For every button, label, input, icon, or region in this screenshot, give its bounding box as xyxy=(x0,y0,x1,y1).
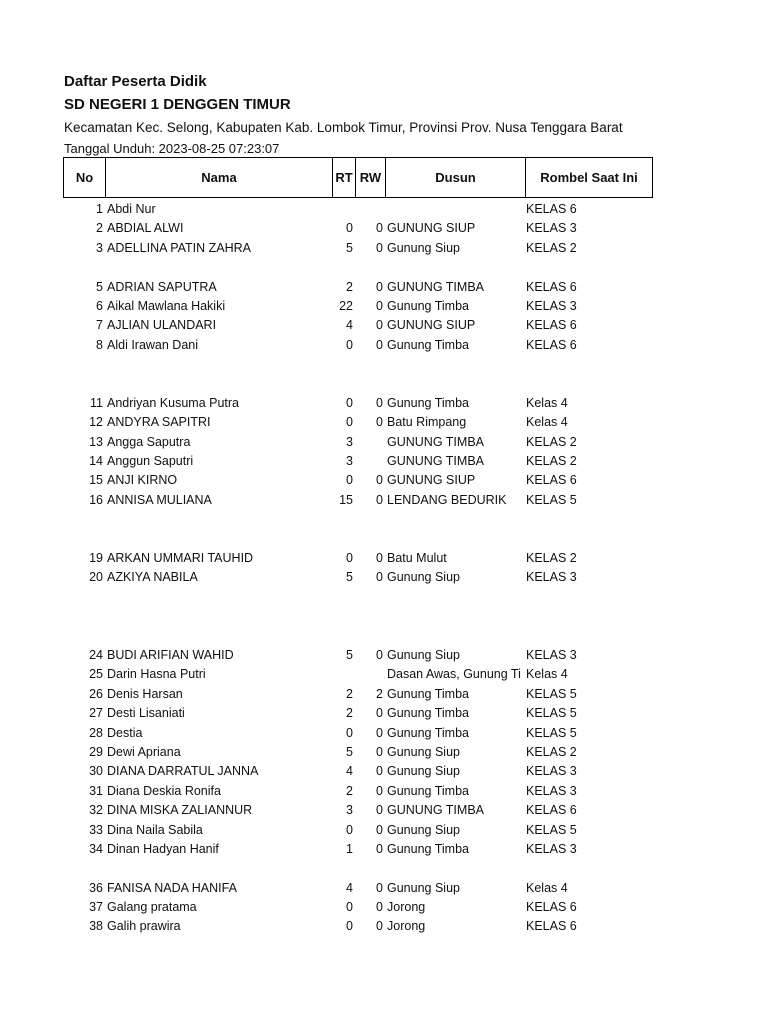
cell-rombel: KELAS 6 xyxy=(526,318,577,333)
col-header-rt: RT xyxy=(335,170,353,185)
cell-nama: Desti Lisaniati xyxy=(107,706,185,721)
cell-dusun: LENDANG BEDURIK xyxy=(387,492,507,507)
table-row xyxy=(0,879,768,898)
cell-dusun: Gunung Siup xyxy=(387,240,460,255)
cell-rombel: KELAS 6 xyxy=(526,473,577,488)
cell-nama: Darin Hasna Putri xyxy=(107,667,206,682)
table-row xyxy=(0,821,768,840)
cell-dusun: Gunung Timba xyxy=(387,725,469,740)
table-row xyxy=(0,394,768,413)
cell-nama: ABDIAL ALWI xyxy=(107,221,184,236)
cell-dusun: Batu Mulut xyxy=(387,551,447,566)
table-row xyxy=(0,762,768,781)
cell-nama: Galang pratama xyxy=(107,900,197,915)
cell-rw: 0 xyxy=(376,551,383,566)
cell-no: 29 xyxy=(89,744,103,759)
cell-dusun: GUNUNG TIMBA xyxy=(387,454,484,469)
cell-nama: Galih prawira xyxy=(107,919,181,934)
cell-dusun: Jorong xyxy=(387,900,426,915)
table-row xyxy=(0,782,768,801)
cell-rw: 0 xyxy=(376,473,383,488)
cell-no: 2 xyxy=(96,221,103,236)
table-row xyxy=(0,491,768,510)
table-row xyxy=(0,413,768,432)
cell-dusun: GUNUNG SIUP xyxy=(387,221,476,236)
cell-no: 6 xyxy=(96,298,103,313)
cell-dusun: Gunung Siup xyxy=(387,822,460,837)
cell-nama: DINA MISKA ZALIANNUR xyxy=(107,803,253,818)
cell-rw: 0 xyxy=(376,318,383,333)
cell-rt: 4 xyxy=(346,318,353,333)
cell-rombel: Kelas 4 xyxy=(526,667,568,682)
cell-rombel: KELAS 2 xyxy=(526,744,577,759)
cell-rt: 1 xyxy=(346,841,353,856)
cell-no: 8 xyxy=(96,337,103,352)
cell-nama: FANISA NADA HANIFA xyxy=(107,880,237,895)
cell-no: 37 xyxy=(89,900,103,915)
cell-rombel: KELAS 6 xyxy=(526,900,577,915)
table-header xyxy=(63,157,653,198)
cell-rt: 4 xyxy=(346,764,353,779)
table-row xyxy=(0,724,768,743)
cell-rw: 0 xyxy=(376,415,383,430)
cell-no: 1 xyxy=(96,202,103,216)
cell-dusun: Gunung Siup xyxy=(387,647,460,662)
cell-rt: 5 xyxy=(346,240,353,255)
table-row xyxy=(0,200,768,219)
cell-dusun: Batu Rimpang xyxy=(387,415,467,430)
cell-rt: 2 xyxy=(346,686,353,701)
cell-rt: 5 xyxy=(346,744,353,759)
cell-rw: 0 xyxy=(376,298,383,313)
cell-rombel: KELAS 5 xyxy=(526,822,577,837)
cell-rombel: KELAS 2 xyxy=(526,240,577,255)
cell-rw: 0 xyxy=(376,240,383,255)
cell-dusun: Gunung Siup xyxy=(387,764,460,779)
cell-nama: Anggun Saputri xyxy=(107,454,194,469)
cell-no: 30 xyxy=(89,764,103,779)
cell-rt: 2 xyxy=(346,783,353,798)
cell-rombel: KELAS 2 xyxy=(526,551,577,566)
col-header-dusun: Dusun xyxy=(435,170,476,185)
cell-no: 3 xyxy=(96,240,103,255)
cell-dusun: GUNUNG TIMBA xyxy=(387,434,484,449)
cell-rt: 0 xyxy=(346,473,353,488)
table-row xyxy=(0,219,768,238)
table-row xyxy=(0,917,768,936)
table-row xyxy=(0,530,768,549)
cell-rt: 0 xyxy=(346,551,353,566)
table-row xyxy=(0,801,768,820)
cell-rt: 0 xyxy=(346,221,353,236)
cell-rombel: KELAS 2 xyxy=(526,434,577,449)
cell-rt: 0 xyxy=(346,822,353,837)
table-row xyxy=(0,743,768,762)
cell-no: 13 xyxy=(89,434,103,449)
cell-rt: 0 xyxy=(346,337,353,352)
cell-rombel: KELAS 6 xyxy=(526,919,577,934)
cell-nama: Dewi Apriana xyxy=(107,744,181,759)
cell-rombel: KELAS 3 xyxy=(526,647,577,662)
cell-rw: 0 xyxy=(376,221,383,236)
cell-dusun: Gunung Timba xyxy=(387,841,469,856)
table-row xyxy=(0,568,768,587)
cell-nama: Dina Naila Sabila xyxy=(107,822,203,837)
cell-rw: 0 xyxy=(376,279,383,294)
cell-dusun: Gunung Timba xyxy=(387,298,469,313)
table-row xyxy=(0,278,768,297)
cell-no: 34 xyxy=(89,841,103,856)
cell-no: 14 xyxy=(89,454,103,469)
col-header-rw: RW xyxy=(359,170,382,185)
cell-rombel: KELAS 6 xyxy=(526,803,577,818)
cell-rt: 4 xyxy=(346,880,353,895)
cell-rombel: KELAS 3 xyxy=(526,841,577,856)
cell-no: 32 xyxy=(89,803,103,818)
table-row xyxy=(0,627,768,646)
table-row xyxy=(0,452,768,471)
cell-no: 15 xyxy=(89,473,103,488)
cell-no: 38 xyxy=(89,919,103,934)
cell-rw: 0 xyxy=(376,337,383,352)
table-row xyxy=(0,316,768,335)
cell-nama: Andriyan Kusuma Putra xyxy=(107,395,240,410)
cell-dusun: Gunung Siup xyxy=(387,744,460,759)
cell-rombel: KELAS 5 xyxy=(526,492,577,507)
cell-no: 27 xyxy=(89,706,103,721)
cell-nama: Aldi Irawan Dani xyxy=(107,337,199,352)
cell-nama: Denis Harsan xyxy=(107,686,183,701)
cell-nama: ANJI KIRNO xyxy=(107,473,178,488)
cell-rt: 2 xyxy=(346,279,353,294)
cell-rw: 0 xyxy=(376,706,383,721)
table-row xyxy=(0,646,768,665)
cell-dusun: GUNUNG TIMBA xyxy=(387,803,484,818)
cell-dusun: GUNUNG SIUP xyxy=(387,318,476,333)
cell-rombel: KELAS 6 xyxy=(526,337,577,352)
cell-dusun: Gunung Timba xyxy=(387,783,469,798)
table-row xyxy=(0,704,768,723)
cell-no: 33 xyxy=(89,822,103,837)
cell-dusun: Gunung Timba xyxy=(387,395,469,410)
table-row xyxy=(0,239,768,258)
cell-rw: 0 xyxy=(376,492,383,507)
cell-rt: 15 xyxy=(339,492,353,507)
table-row xyxy=(0,898,768,917)
cell-rombel: KELAS 3 xyxy=(526,783,577,798)
col-header-rombel: Rombel Saat Ini xyxy=(540,170,638,185)
cell-rombel: KELAS 2 xyxy=(526,454,577,469)
table-row xyxy=(0,433,768,452)
cell-rombel: Kelas 4 xyxy=(526,415,568,430)
table-row xyxy=(0,336,768,355)
cell-nama: AJLIAN ULANDARI xyxy=(107,318,217,333)
table-row xyxy=(0,549,768,568)
cell-rt: 5 xyxy=(346,570,353,585)
table-row xyxy=(0,297,768,316)
cell-dusun: GUNUNG SIUP xyxy=(387,473,476,488)
table-row xyxy=(0,510,768,529)
cell-rt: 0 xyxy=(346,415,353,430)
cell-rombel: KELAS 5 xyxy=(526,725,577,740)
cell-dusun: Gunung Timba xyxy=(387,686,469,701)
cell-no: 26 xyxy=(89,686,103,701)
cell-rw: 0 xyxy=(376,880,383,895)
cell-rw: 0 xyxy=(376,841,383,856)
cell-no: 20 xyxy=(89,570,103,585)
cell-dusun: Gunung Timba xyxy=(387,706,469,721)
table-row xyxy=(0,840,768,859)
table-row xyxy=(0,607,768,626)
table-row xyxy=(0,355,768,374)
cell-nama: DIANA DARRATUL JANNA xyxy=(107,764,259,779)
cell-no: 24 xyxy=(89,647,103,662)
cell-no: 7 xyxy=(96,318,103,333)
cell-rw: 0 xyxy=(376,919,383,934)
cell-rt: 0 xyxy=(346,900,353,915)
cell-rombel: KELAS 3 xyxy=(526,221,577,236)
cell-rombel: Kelas 4 xyxy=(526,395,568,410)
cell-nama: Dinan Hadyan Hanif xyxy=(107,841,219,856)
document-title: Daftar Peserta Didik xyxy=(64,73,207,90)
cell-rt: 0 xyxy=(346,725,353,740)
cell-dusun: GUNUNG TIMBA xyxy=(387,279,484,294)
table-row xyxy=(0,859,768,878)
col-header-no: No xyxy=(75,170,94,185)
table-row xyxy=(0,665,768,684)
cell-rt: 0 xyxy=(346,919,353,934)
cell-rw: 0 xyxy=(376,764,383,779)
cell-rombel: KELAS 3 xyxy=(526,764,577,779)
cell-dusun: Gunung Timba xyxy=(387,337,469,352)
table-row xyxy=(0,258,768,277)
cell-rw: 0 xyxy=(376,783,383,798)
cell-rw: 0 xyxy=(376,900,383,915)
cell-rt: 3 xyxy=(346,434,353,449)
cell-no: 19 xyxy=(89,551,103,566)
cell-no: 11 xyxy=(90,395,103,410)
cell-nama: BUDI ARIFIAN WAHID xyxy=(107,647,234,662)
table-row xyxy=(0,375,768,394)
cell-rw: 2 xyxy=(376,686,383,701)
cell-dusun: Gunung Siup xyxy=(387,570,460,585)
cell-rt: 22 xyxy=(339,298,353,313)
cell-nama: ARKAN UMMARI TAUHID xyxy=(107,551,254,566)
cell-rombel: KELAS 3 xyxy=(526,298,577,313)
cell-rombel: KELAS 6 xyxy=(526,279,577,294)
cell-no: 5 xyxy=(96,279,103,294)
cell-rombel: KELAS 5 xyxy=(526,706,577,721)
school-name: SD NEGERI 1 DENGGEN TIMUR xyxy=(64,96,291,113)
table-row xyxy=(0,471,768,490)
cell-no: 25 xyxy=(89,667,103,682)
cell-nama: AZKIYA NABILA xyxy=(107,570,198,585)
cell-nama: ANDYRA SAPITRI xyxy=(107,415,211,430)
cell-rt: 3 xyxy=(346,454,353,469)
cell-rt: 0 xyxy=(346,395,353,410)
region-line: Kecamatan Kec. Selong, Kabupaten Kab. Lombok Timur, Provinsi Prov. Nusa Tenggara Barat xyxy=(64,120,623,135)
cell-dusun: Gunung Siup xyxy=(387,880,460,895)
cell-nama: ADRIAN SAPUTRA xyxy=(107,279,217,294)
cell-nama: Abdi Nur xyxy=(107,202,156,216)
table-row xyxy=(0,685,768,704)
table-body xyxy=(0,200,768,937)
cell-no: 16 xyxy=(89,492,103,507)
cell-rt: 3 xyxy=(346,803,353,818)
cell-no: 28 xyxy=(89,725,103,740)
download-date: Tanggal Unduh: 2023-08-25 07:23:07 xyxy=(64,141,280,156)
cell-nama: Diana Deskia Ronifa xyxy=(107,783,221,798)
cell-dusun: Dasan Awas, Gunung Ti xyxy=(387,667,521,682)
cell-rw: 0 xyxy=(376,803,383,818)
cell-nama: ADELLINA PATIN ZAHRA xyxy=(107,240,252,255)
cell-dusun: Jorong xyxy=(387,919,426,934)
cell-no: 31 xyxy=(89,783,103,798)
cell-rombel: KELAS 5 xyxy=(526,686,577,701)
cell-no: 36 xyxy=(89,880,103,895)
cell-rw: 0 xyxy=(376,395,383,410)
cell-nama: Destia xyxy=(107,725,143,740)
cell-no: 12 xyxy=(89,415,103,430)
cell-rw: 0 xyxy=(376,570,383,585)
cell-rombel: KELAS 3 xyxy=(526,570,577,585)
cell-rombel: KELAS 6 xyxy=(526,202,577,216)
cell-rw: 0 xyxy=(376,822,383,837)
cell-nama: Angga Saputra xyxy=(107,434,191,449)
cell-nama: ANNISA MULIANA xyxy=(107,492,212,507)
col-header-nama: Nama xyxy=(201,170,237,185)
cell-rw: 0 xyxy=(376,725,383,740)
cell-nama: Aikal Mawlana Hakiki xyxy=(107,298,226,313)
cell-rt: 5 xyxy=(346,647,353,662)
cell-rt: 2 xyxy=(346,706,353,721)
cell-rw: 0 xyxy=(376,647,383,662)
table-row xyxy=(0,588,768,607)
cell-rombel: Kelas 4 xyxy=(526,880,568,895)
cell-rw: 0 xyxy=(376,744,383,759)
